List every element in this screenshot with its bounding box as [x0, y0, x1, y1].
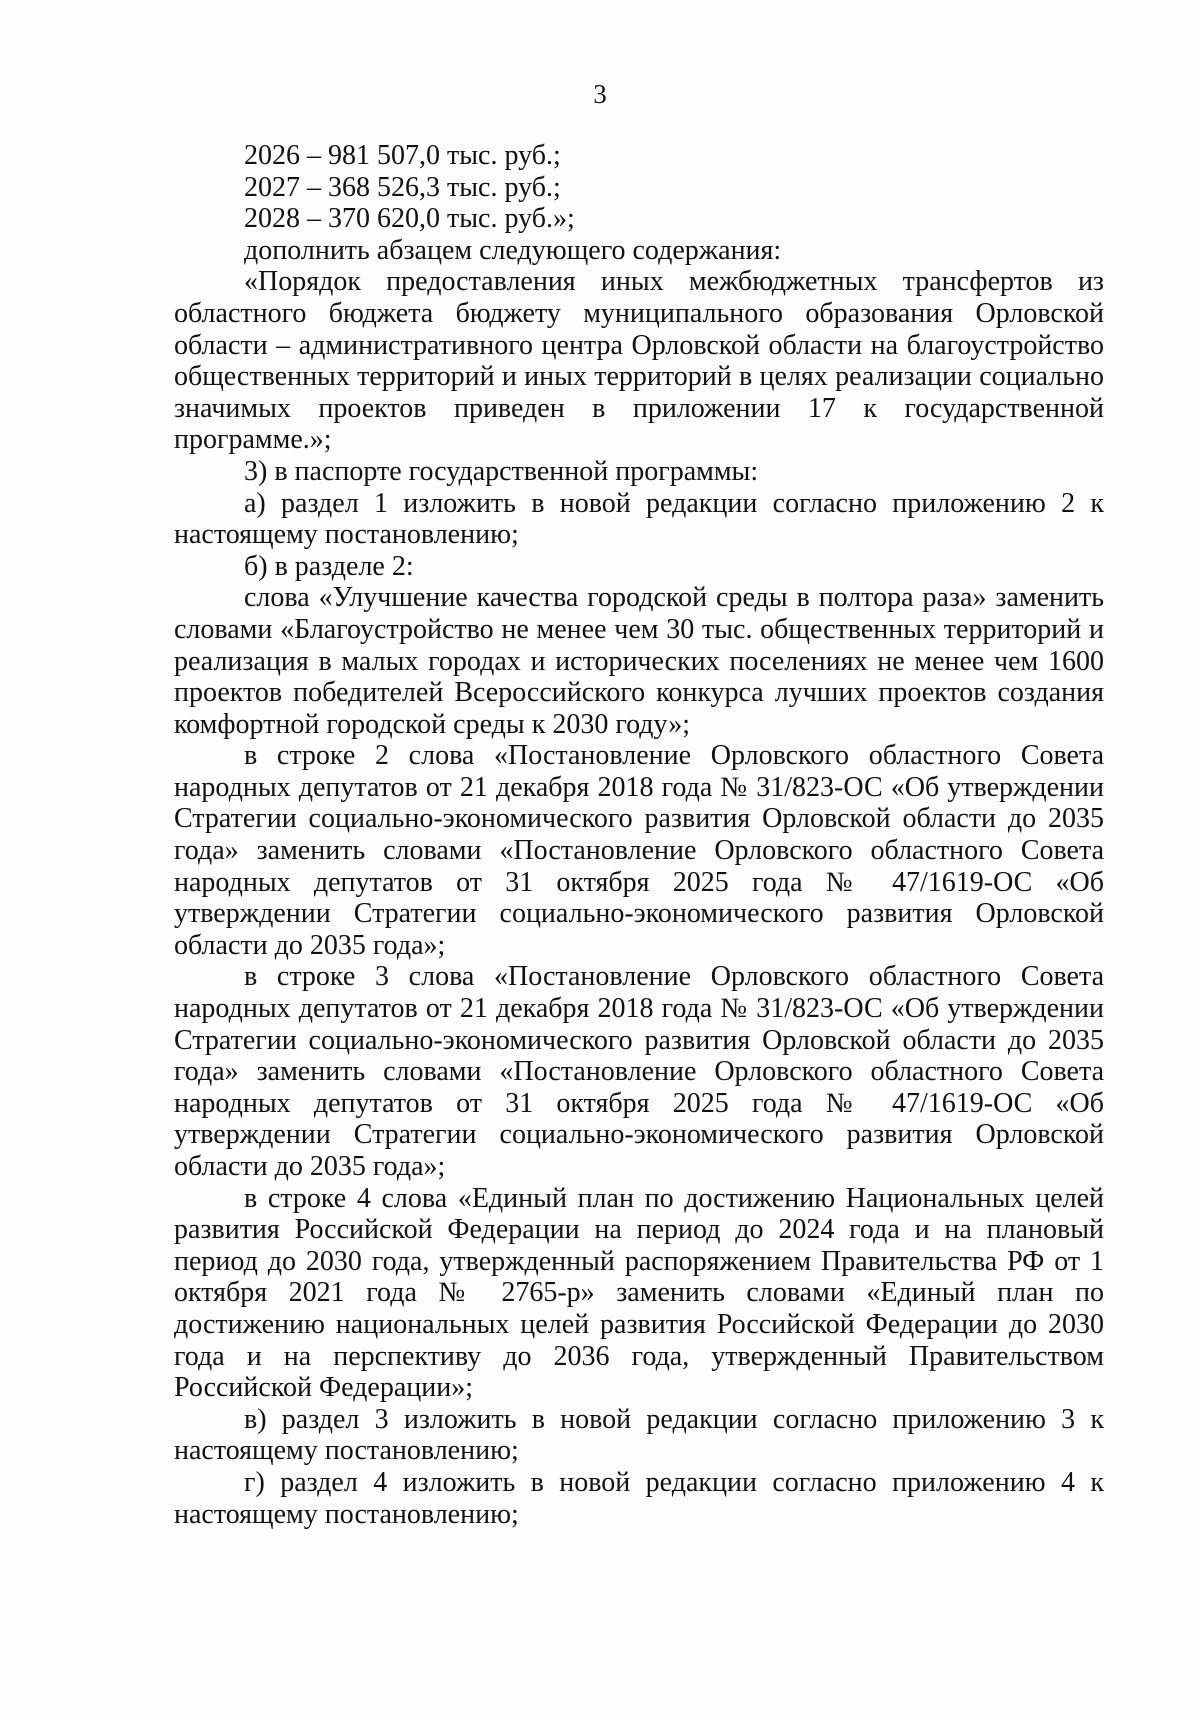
paragraph-item-v: в) раздел 3 изложить в новой редакции согласно приложению 3 к настоящему постановлению; [174, 1403, 1104, 1467]
paragraph-row-4: в строке 4 слова «Единый план по достижению Национальных целей развития Российской Федерации на период до 2024 года и на плановый период до 2030 года, утвержденный распоряжением Правительства РФ от 1 октября 2021 года № 2765-р» заменить словами «Единый план по достижению национальных целей развития Российской Федерации до 2030 года и на перспективу до 2036 года, утвержденный Правительством Российской Федерации»; [174, 1182, 1104, 1404]
paragraph-row-3: в строке 3 слова «Постановление Орловского областного Совета народных депутатов от 21 декабря 2018 года № 31/823-ОС «Об утверждении Стратегии социально-экономического развития Орловской области до 2035 года» заменить словами «Постановление Орловского областного Совета народных депутатов от 31 октября 2025 года № 47/1619-ОС «Об утверждении Стратегии социально-экономического развития Орловской области до 2035 года»; [174, 961, 1104, 1182]
paragraph-supplement-intro: дополнить абзацем следующего содержания: [244, 234, 782, 266]
paragraph-urban-environment: слова «Улучшение качества городской среды в полтора раза» заменить словами «Благоустройство не менее чем 30 тыс. общественных территорий и реализация в малых городах и исторических поселениях не менее чем 1600 проектов победителей Всероссийского конкурса лучших проектов создания комфортной городской среды к 2030 году»; [174, 582, 1104, 740]
paragraph-funding-2027: 2027 – 368 526,3 тыс. руб.; [244, 171, 561, 203]
paragraph-item-b: б) в разделе 2: [244, 550, 414, 582]
paragraph-item-3: 3) в паспорте государственной программы: [244, 455, 759, 487]
document-body [174, 140, 1104, 1530]
paragraph-row-2: в строке 2 слова «Постановление Орловского областного Совета народных депутатов от 21 декабря 2018 года № 31/823-ОС «Об утверждении Стратегии социально-экономического развития Орловской области до 2035 года» заменить словами «Постановление Орловского областного Совета народных депутатов от 31 октября 2025 года № 47/1619-ОС «Об утверждении Стратегии социально-экономического развития Орловской области до 2035 года»; [174, 740, 1104, 961]
paragraph-item-g: г) раздел 4 изложить в новой редакции согласно приложению 4 к настоящему постановлению; [174, 1466, 1104, 1530]
paragraph-item-a: а) раздел 1 изложить в новой редакции согласно приложению 2 к настоящему постановлению; [174, 487, 1104, 551]
paragraph-procedure: «Порядок предоставления иных межбюджетных трансфертов из областного бюджета бюджету муниципального образования Орловской области – административного центра Орловской области на благоустройство общественных территорий и иных территорий в целях реализации социально значимых проектов приведен в приложении 17 к государственной программе.»; [174, 266, 1104, 456]
page-number: 3 [593, 79, 607, 109]
paragraph-funding-2026: 2026 – 981 507,0 тыс. руб.; [244, 140, 561, 171]
paragraph-funding-2028: 2028 – 370 620,0 тыс. руб.»; [244, 203, 575, 235]
